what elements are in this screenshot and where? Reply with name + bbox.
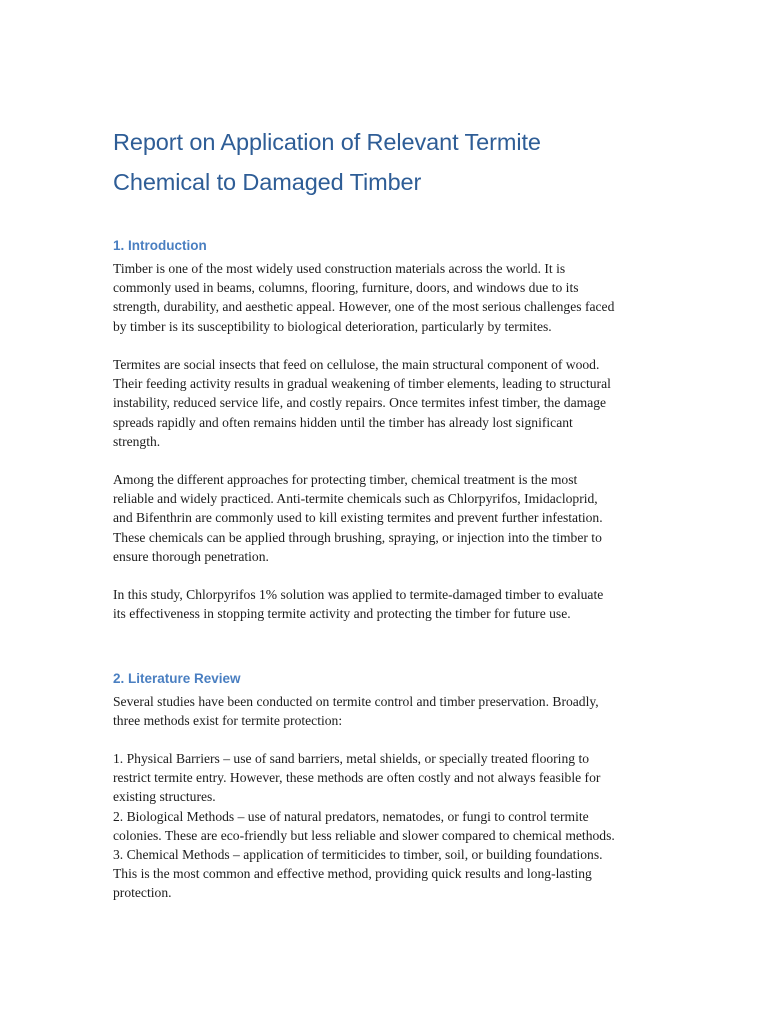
text-line: This is the most common and effective method, providing quick results and long-lasting [113, 866, 592, 882]
text-line: ensure thorough penetration. [113, 548, 269, 564]
text-line: its effectiveness in stopping termite activity and protecting the timber for future use. [113, 606, 571, 622]
paragraph [113, 692, 673, 730]
text-line: existing structures. [113, 789, 216, 805]
text-line: protection. [113, 885, 172, 901]
title-line: Report on Application of Relevant Termite [113, 129, 541, 155]
text-line: and Bifenthrin are commonly used to kill existing termites and prevent further infestation. [113, 510, 603, 526]
text-line: In this study, Chlorpyrifos 1% solution was applied to termite-damaged timber to evaluate [113, 587, 604, 602]
title-line: Chemical to Damaged Timber [113, 169, 422, 195]
text-line: commonly used in beams, columns, flooring, furniture, doors, and windows due to its [113, 280, 579, 296]
text-line: 2. Biological Methods – use of natural predators, nematodes, or fungi to control termite [113, 808, 589, 824]
paragraph [113, 355, 673, 451]
text-line: Termites are social insects that feed on cellulose, the main structural component of wood. [113, 357, 600, 372]
paragraph [113, 470, 673, 566]
text-line: strength, durability, and aesthetic appeal. However, one of the most serious challenges faced [113, 299, 615, 315]
text-line: restrict termite entry. However, these methods are often costly and not always feasible for [113, 770, 601, 786]
document-title [113, 122, 713, 202]
text-line: by timber is its susceptibility to biological deterioration, particularly by termites. [113, 318, 552, 334]
text-line: strength. [113, 433, 161, 449]
paragraph [113, 585, 673, 623]
text-line: Several studies have been conducted on termite control and timber preservation. Broadly, [113, 694, 599, 709]
text-line: Among the different approaches for protecting timber, chemical treatment is the most [113, 472, 578, 487]
text-line: Timber is one of the most widely used construction materials across the world. It is [113, 261, 566, 276]
text-line: Their feeding activity results in gradual weakening of timber elements, leading to structural [113, 376, 611, 392]
section-heading-literature-review: 2. Literature Review [113, 671, 241, 686]
text-line: These chemicals can be applied through brushing, spraying, or injection into the timber to [113, 529, 602, 545]
text-line: colonies. These are eco-friendly but less reliable and slower compared to chemical methods. [113, 827, 615, 843]
numbered-list [113, 749, 673, 903]
text-line: three methods exist for termite protection: [113, 713, 343, 729]
text-line: instability, reduced service life, and costly repairs. Once termites infest timber, the damage [113, 395, 607, 411]
paragraph [113, 259, 673, 336]
text-line: spreads rapidly and often remains hidden until the timber has already lost significant [113, 414, 573, 430]
text-line: 3. Chemical Methods – application of termiticides to timber, soil, or building foundations. [113, 847, 603, 863]
text-line: reliable and widely practiced. Anti-termite chemicals such as Chlorpyrifos, Imidacloprid, [113, 491, 598, 507]
text-line: 1. Physical Barriers – use of sand barriers, metal shields, or specially treated flooring to [113, 751, 590, 766]
section-heading-introduction: 1. Introduction [113, 238, 207, 253]
